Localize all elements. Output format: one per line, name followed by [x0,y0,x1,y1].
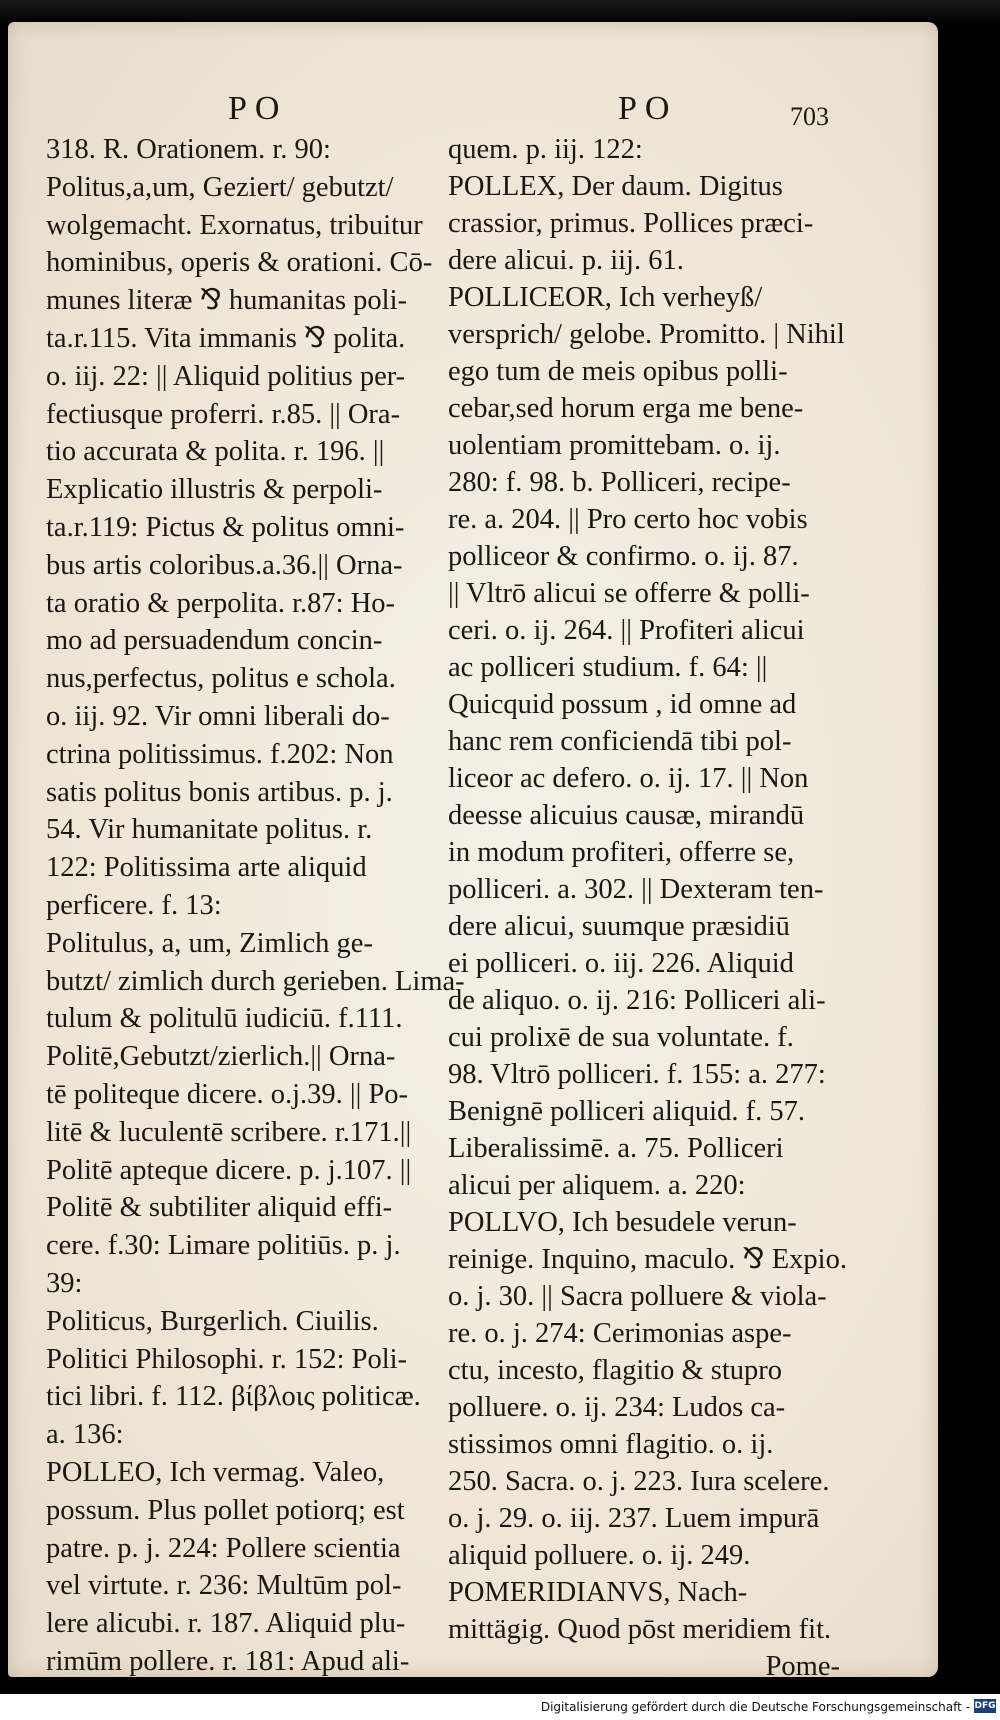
text-line: ac polliceri studium. f. 64: || [448,652,768,683]
text-line: Pome- [765,1651,840,1682]
text-line: o. j. 30. || Sacra polluere & viola- [448,1281,827,1312]
text-line: re. a. 204. || Pro certo hoc vobis [448,504,808,535]
text-line: ctu, incesto, flagitio & stupro [448,1355,783,1386]
text-line: tē politeque dicere. o.j.39. || Po- [46,1079,409,1110]
text-line: deesse alicuius causæ, mirandū [448,800,805,831]
text-line: mittägig. Quod pōst meridiem fit. [448,1614,832,1645]
text-line: POLLICEOR, Ich verheyß/ [448,282,763,313]
text-line: liceor ac defero. o. ij. 17. || Non [448,763,809,794]
running-header-left: PO [228,90,288,127]
text-line: Politē & subtiliter aliquid effi- [46,1192,393,1224]
footer-credit: Digitalisierung gefördert durch die Deutsche Forschungsgemeinschaft - [540,1700,970,1714]
text-line: 54. Vir humanitate politus. r. [46,814,373,846]
text-line: dere alicui. p. iij. 61. [448,245,684,276]
text-line: ta.r.115. Vita immanis ⅋ polita. [46,323,406,354]
text-line: tici libri. f. 112. βίβλοις politicæ. [46,1381,421,1413]
text-line: ei polliceri. o. iij. 226. Aliquid [448,948,794,979]
text-line: hominibus, operis & orationi. Cō- [46,247,433,279]
text-line: ctrina politissimus. f.202: Non [46,738,394,770]
text-line: ego tum de meis opibus polli- [448,356,788,387]
scan-border [0,0,1000,24]
text-line: wolgemacht. Exornatus, tribuitur [46,209,423,241]
page-number: 703 [790,102,829,131]
text-line: fectiusque proferri. r.85. || Ora- [46,398,401,430]
text-line: Quicquid possum , id omne ad [448,689,797,720]
text-line: Benignē polliceri aliquid. f. 57. [448,1096,805,1127]
text-line: re. o. j. 274: Cerimonias aspe- [448,1318,792,1349]
text-line: || Vltrō alicui se offerre & polli- [448,578,810,609]
text-line: hanc rem conficiendā tibi pol- [448,726,792,757]
text-line: o. j. 29. o. iij. 237. Luem impurā [448,1503,820,1534]
text-line: reinige. Inquino, maculo. ⅋ Expio. [448,1244,847,1275]
text-line: bus artis coloribus.a.36.|| Orna- [46,549,403,581]
text-line: vel virtute. r. 236: Multūm pol- [46,1570,402,1602]
text-line: 318. R. Orationem. r. 90: [46,134,331,165]
text-line: Politulus, a, um, Zimlich ge- [46,927,373,959]
text-line: litē & luculentē scribere. r.171.|| [46,1116,412,1148]
text-line: tulum & politulū iudiciū. f.111. [46,1003,403,1035]
text-line: 98. Vltrō polliceri. f. 155: a. 277: [448,1059,826,1090]
text-line: Politici Philosophi. r. 152: Poli- [46,1343,408,1375]
text-line: possum. Plus pollet potiorq; est [46,1494,405,1526]
dfg-logo: DFG [974,1701,996,1711]
text-line: 122: Politissima arte aliquid [46,852,367,884]
text-line: polliceri. a. 302. || Dexteram ten- [448,874,824,905]
text-line: butzt/ zimlich durch gerieben. Lima- [46,965,465,997]
text-line: munes literæ ⅋ humanitas poli- [46,285,408,317]
text-line: aliquid polluere. o. ij. 249. [448,1540,751,1571]
text-line: cere. f.30: Limare politiūs. p. j. [46,1230,401,1262]
text-line: o. iij. 92. Vir omni liberali do- [46,701,390,732]
text-line: Liberalissimē. a. 75. Polliceri [448,1133,784,1164]
running-header-right: PO [618,90,678,127]
text-line: a. 136: [46,1419,124,1451]
text-line: o. iij. 22: || Aliquid politius per- [46,360,406,392]
text-line: nus,perfectus, politus e schola. [46,663,396,695]
text-line: lere alicubi. r. 187. Aliquid plu- [46,1608,406,1640]
text-line: rimūm pollere. r. 181: Apud ali- [46,1646,410,1677]
book-page [8,22,938,1682]
text-line: POMERIDIANVS, Nach- [448,1577,748,1608]
digitization-footer [0,1694,1000,1720]
text-line: versprich/ gelobe. Promitto. | Nihil [448,319,845,350]
text-line: cui prolixē de sua voluntate. f. [448,1022,794,1053]
text-line: quem. p. iij. 122: [448,134,643,165]
text-line: patre. p. j. 224: Pollere scientia [46,1532,401,1564]
text-line: Politus,a,um, Geziert/ gebutzt/ [46,171,394,203]
text-line: stissimos omni flagitio. o. ij. [448,1429,774,1460]
text-line: ceri. o. ij. 264. || Profiteri alicui [448,615,805,646]
text-line: crassior, primus. Pollices præci- [448,208,814,239]
text-line: ta oratio & perpolita. r.87: Ho- [46,587,396,619]
text-line: mo ad persuadendum concin- [46,625,383,657]
text-line: 250. Sacra. o. j. 223. Iura scelere. [448,1466,830,1497]
text-line: de aliquo. o. ij. 216: Polliceri ali- [448,985,826,1016]
text-line: alicui per aliquem. a. 220: [448,1170,746,1201]
text-line: dere alicui, suumque præsidiū [448,911,790,942]
text-line: ta.r.119: Pictus & politus omni- [46,512,405,543]
text-line: POLLEO, Ich vermag. Valeo, [46,1457,385,1488]
text-line: polliceor & confirmo. o. ij. 87. [448,541,799,572]
text-line: polluere. o. ij. 234: Ludos ca- [448,1392,786,1423]
text-line: 280: f. 98. b. Polliceri, recipe- [448,467,791,498]
text-line: perficere. f. 13: [46,890,222,921]
text-line: POLLEX, Der daum. Digitus [448,171,783,202]
text-line: cebar,sed horum erga me bene- [448,393,804,424]
text-line: satis politus bonis artibus. p. j. [46,776,393,808]
text-line: Politicus, Burgerlich. Ciuilis. [46,1305,379,1337]
text-line: tio accurata & polita. r. 196. || [46,436,385,468]
text-line: 39: [46,1268,83,1299]
text-line: uolentiam promittebam. o. ij. [448,430,781,461]
text-line: Politē apteque dicere. p. j.107. || [46,1154,412,1186]
text-line: in modum profiteri, offerre se, [448,837,795,868]
text-line: POLLVO, Ich besudele verun- [448,1207,797,1238]
text-line: Politē,Gebutzt/zierlich.|| Orna- [46,1041,396,1073]
text-line: Explicatio illustris & perpoli- [46,474,383,506]
